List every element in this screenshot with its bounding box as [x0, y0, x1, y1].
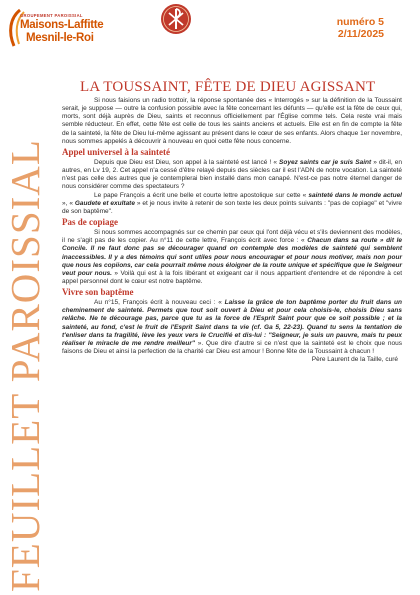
text-run-emphasis: sainteté dans le monde actuel [308, 191, 402, 199]
section1-paragraph2 [62, 192, 402, 216]
text-run: » dit-il, en autres, en Lv 19, 2. Cet appel n'a cessé d'être relayé depuis des siècles car il est l'ADN de notre vocation. La sainteté n'est pas celle des autres que je contemplerai bien installé dans mon canapé. N'est-ce pas notre éternel danger de nous considérer comme des spectateurs ? [62, 158, 402, 191]
text-run: » Voilà qui est à la fois libérant et exigeant car il nous appartient d'entendre et de répondre à cet appel personnel dont le cœur est notre baptême. [62, 269, 402, 285]
text-run-emphasis: Gaudete et exultate [74, 199, 135, 207]
section3-paragraph1 [62, 299, 402, 356]
signature: Père Laurent de la Taille, curé [311, 356, 398, 364]
section-heading-no-copying: Pas de copiage [62, 217, 118, 228]
text-run: ». Que dire d'autre si ce n'est que la sainteté est le choix que nous faisons de Dieu et ainsi la perfection de la charité car Dieu est amour ! Bonne fête de la Toussaint à chacun ! [62, 339, 403, 356]
text-run: Depuis que Dieu est Dieu, son appel à la sainteté est lancé ! « [94, 158, 280, 166]
section1-paragraph1 [62, 159, 402, 192]
article-title: LA TOUSSAINT, FÊTE DE DIEU AGISSANT [80, 79, 376, 95]
chi-rho-emblem-icon [160, 3, 192, 35]
text-run-emphasis: Chacun dans sa route » dit le Concile. Il ne faut donc pas se décourager quand on contemple des modèles de sainteté qui semblent inaccessibles. Il y a des témoins qui sont utiles pour nous encourager et pour nous motiver, mais non pour que nous les copiions, car cela pourrait même nous éloigner de la route unique et spécifique que le Seigneur veut pour nous. [62, 237, 402, 277]
intro-paragraph: Si nous faisions un radio trottoir, la réponse spontanée des « Interrogés » sur la définition de la Toussaint serait, je suppose — outre la confusion possible avec la fête concernant les défunts — qu'elle est la fête de ceux qui, morts, sont déjà auprès de Dieu, saints et reconnus officiellement par l'Église comme tels. Cela reste vrai mais semble réducteur. En effet, cette fête est celle de tous les saints anciens et actuels. Elle est en fin de compte la fête de la sainteté, la fête de Dieu lui-même agissant au présent dans le cœur de ses enfants. Alors chaque 1er novembre, nous sommes appelés à découvrir à nouveau en quoi cette fête nous concerne. [62, 97, 402, 145]
parish-name-line1: Maisons-Laffitte [20, 19, 104, 31]
text-run: Si nous sommes accompagnés sur ce chemin par ceux qui l'ont déjà vécu et s'ils deviennent des modèles, il ne s'agit pas de les copier. Au n°11 de cette lettre, François écrit avec force : « [62, 229, 402, 245]
group-label: GROUPEMENT PAROISSIAL [20, 13, 83, 18]
text-run: Le pape François a écrit une belle et courte lettre apostolique sur cette « [94, 191, 309, 199]
text-run: Au n°15, François écrit à nouveau ceci : « [94, 299, 225, 307]
text-run: », « [62, 199, 75, 207]
parish-name-line2: Mesnil-le-Roi [26, 32, 94, 44]
side-banner-title: FEUILLET PAROISSIAL [2, 139, 48, 592]
section-heading-universal-call: Appel universel à la sainteté [62, 146, 170, 157]
parish-logo [6, 8, 118, 48]
issue-number: numéro 5 [336, 16, 384, 28]
issue-date: 2/11/2025 [337, 28, 384, 40]
text-run: » et je nous invite à retenir de son texte les deux points suivants : "pas de copiage" et "vivre de son baptême". [62, 199, 402, 215]
section2-paragraph1 [62, 229, 402, 286]
text-run-emphasis: Laisse la grâce de ton baptême porter du fruit dans un cheminement de sainteté. Permets que tout soit ouvert à Dieu et pour cela choisis-le, choisis Dieu sans relâche. Ne te décourage pas, parce que tu as la force de l'Esprit Saint pour que ce soit possible ; et la sainteté, au fond, c'est le fruit de l'Esprit Saint dans ta vie (cf. Ga 5, 22-23). Quand tu sens la tentation de t'enliser dans ta fragilité, lève les yeux vers le Crucifié et dis-lui : "Seigneur, je suis un pauvre, mais tu peux réaliser le miracle de me rendre meilleur" [62, 299, 402, 347]
text-run-emphasis: Soyez saints car je suis Saint [279, 158, 372, 166]
article-body [62, 97, 402, 364]
section-heading-baptism: Vivre son baptême [62, 287, 134, 298]
issue-info [337, 16, 384, 40]
